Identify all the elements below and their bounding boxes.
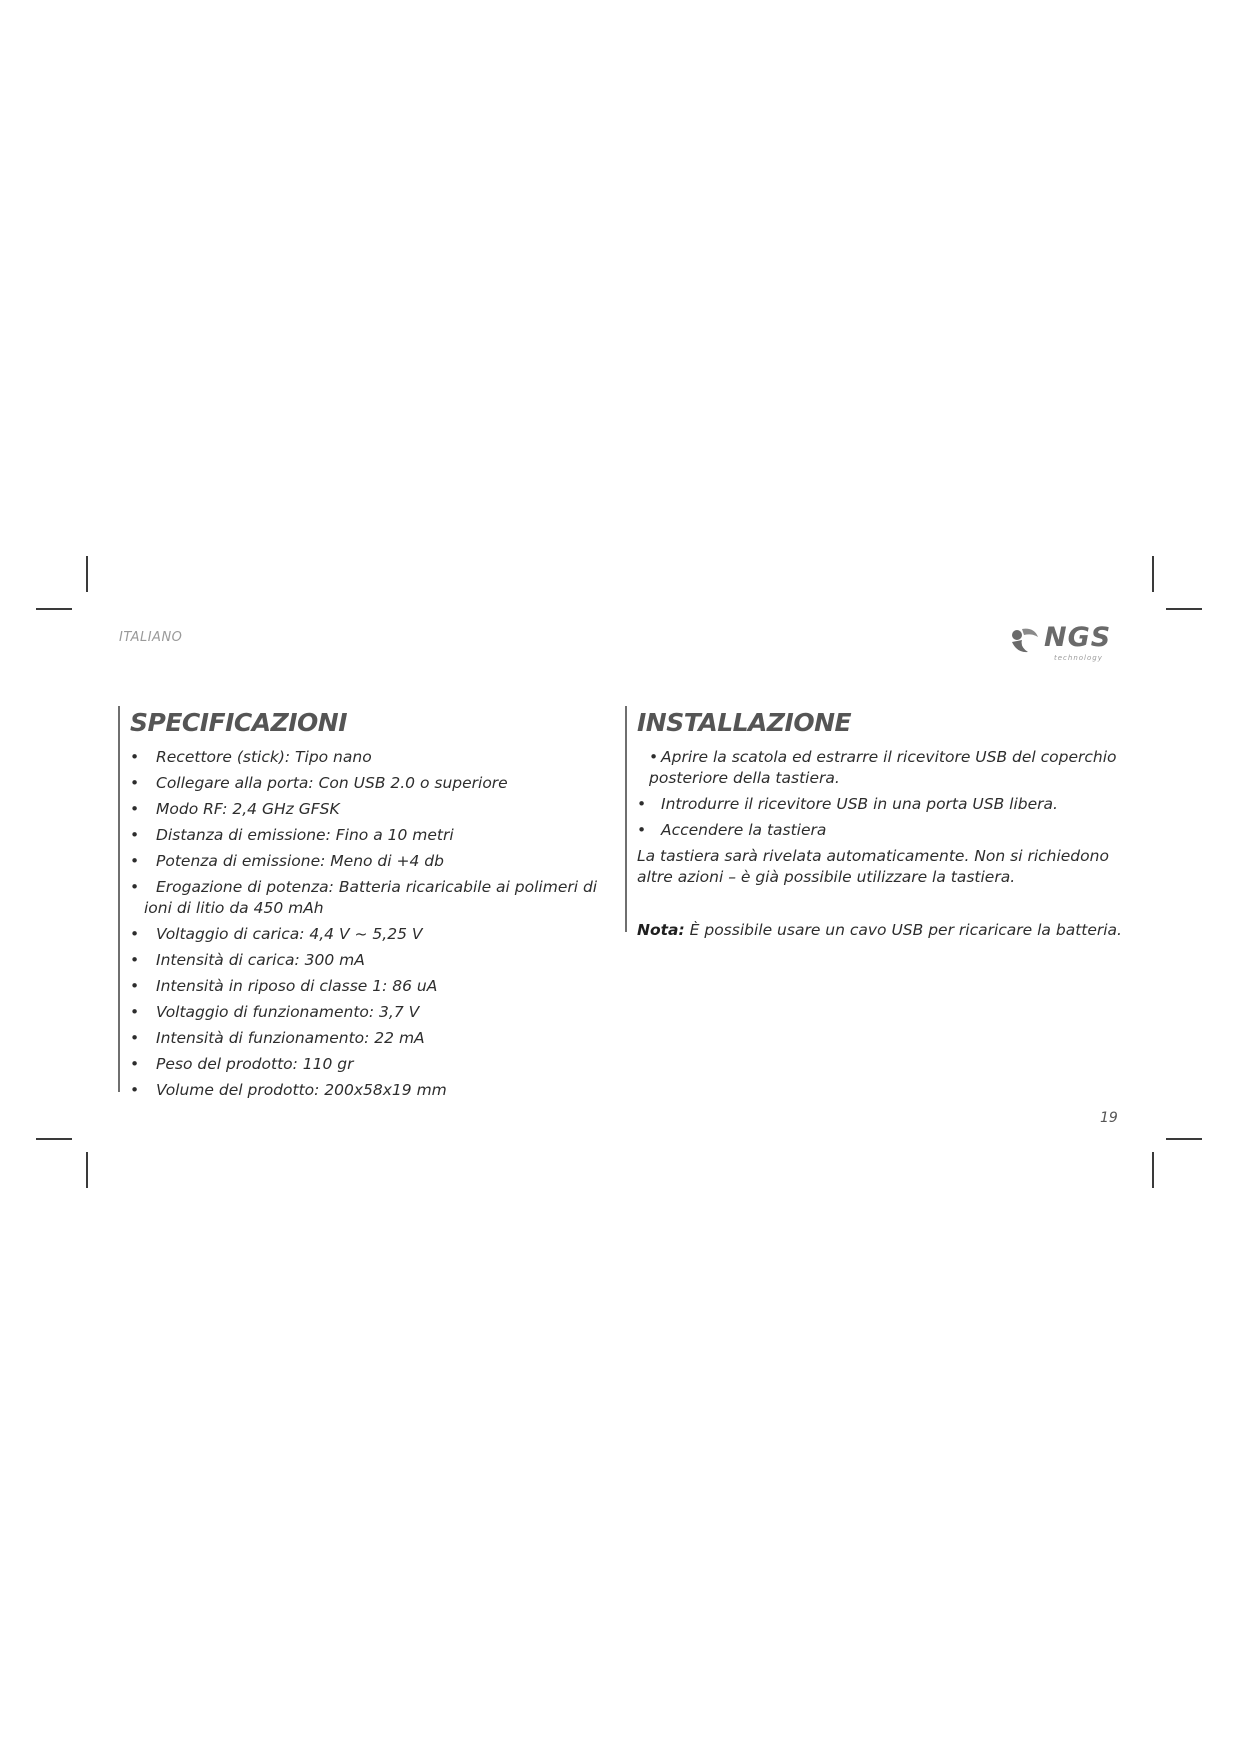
bullet-icon: •	[649, 748, 659, 766]
page-number: 19	[1100, 1110, 1118, 1126]
list-item: • Erogazione di potenza: Batteria ricaricabile ai polimeri di ioni di litio da 450 mAh	[130, 878, 598, 917]
installation-list	[627, 747, 1145, 841]
specifications-list	[120, 747, 618, 1101]
bullet-icon: •	[130, 925, 140, 943]
crop-mark-bottom-right-horizontal	[1166, 1138, 1202, 1140]
bullet-icon: •	[130, 852, 140, 870]
specifications-section	[118, 706, 618, 1099]
bullet-icon: •	[130, 1003, 140, 1021]
list-item: • Volume del prodotto: 200x58x19 mm	[130, 1081, 447, 1099]
bullet-icon: •	[130, 951, 140, 969]
language-label: ITALIANO	[119, 630, 183, 645]
bullet-icon: •	[130, 878, 140, 896]
crop-mark-top-right-horizontal	[1166, 608, 1202, 610]
bullet-icon: •	[130, 977, 140, 995]
installation-title: INSTALLAZIONE	[637, 708, 852, 737]
list-item: • Intensità in riposo di classe 1: 86 uA	[130, 977, 438, 995]
list-item: • Potenza di emissione: Meno di +4 db	[130, 852, 444, 870]
list-item: • Voltaggio di carica: 4,4 V ~ 5,25 V	[130, 925, 423, 943]
crop-mark-bottom-right-vertical	[1152, 1152, 1154, 1188]
list-item: • Distanza di emissione: Fino a 10 metri	[130, 826, 454, 844]
list-item: • Aprire la scatola ed estrarre il ricevitore USB del coperchio posteriore della tastiera.	[627, 747, 1145, 789]
bullet-icon: •	[130, 1029, 140, 1047]
note-text: È possibile usare un cavo USB per ricaricare la batteria.	[689, 921, 1122, 939]
list-item: • Collegare alla porta: Con USB 2.0 o superiore	[130, 774, 508, 792]
bullet-icon: •	[130, 1081, 140, 1099]
logo-subtext: technology	[1054, 654, 1103, 662]
bullet-icon: •	[130, 748, 140, 766]
ngs-logo	[1004, 622, 1136, 664]
bullet-icon: •	[637, 821, 647, 839]
installation-paragraph: La tastiera sarà rivelata automaticamente. Non si richiedono altre azioni – è già possibile utilizzare la tastiera.	[637, 847, 1109, 886]
logo-wordmark: NGS	[1044, 622, 1112, 653]
note-label: Nota:	[637, 921, 685, 939]
specifications-title: SPECIFICAZIONI	[130, 708, 348, 737]
crop-mark-top-left-horizontal	[36, 608, 72, 610]
bullet-icon: •	[130, 826, 140, 844]
list-item: • Introdurre il ricevitore USB in una porta USB libera.	[637, 795, 1058, 813]
bullet-icon: •	[130, 800, 140, 818]
crop-mark-top-right-vertical	[1152, 556, 1154, 592]
bullet-icon: •	[130, 774, 140, 792]
list-item: • Modo RF: 2,4 GHz GFSK	[130, 800, 340, 818]
crop-mark-bottom-left-horizontal	[36, 1138, 72, 1140]
list-item: • Accendere la tastiera	[637, 821, 827, 839]
list-item: • Peso del prodotto: 110 gr	[130, 1055, 354, 1073]
ngs-logo-icon	[1008, 625, 1042, 655]
installation-note	[637, 920, 1145, 941]
bullet-icon: •	[637, 795, 647, 813]
crop-mark-top-left-vertical	[86, 556, 88, 592]
crop-mark-bottom-left-vertical	[86, 1152, 88, 1188]
list-item: • Recettore (stick): Tipo nano	[130, 748, 372, 766]
list-item: • Voltaggio di funzionamento: 3,7 V	[130, 1003, 420, 1021]
list-item: • Intensità di funzionamento: 22 mA	[130, 1029, 425, 1047]
bullet-icon: •	[130, 1055, 140, 1073]
list-item: • Intensità di carica: 300 mA	[130, 951, 365, 969]
installation-section	[625, 706, 1145, 939]
